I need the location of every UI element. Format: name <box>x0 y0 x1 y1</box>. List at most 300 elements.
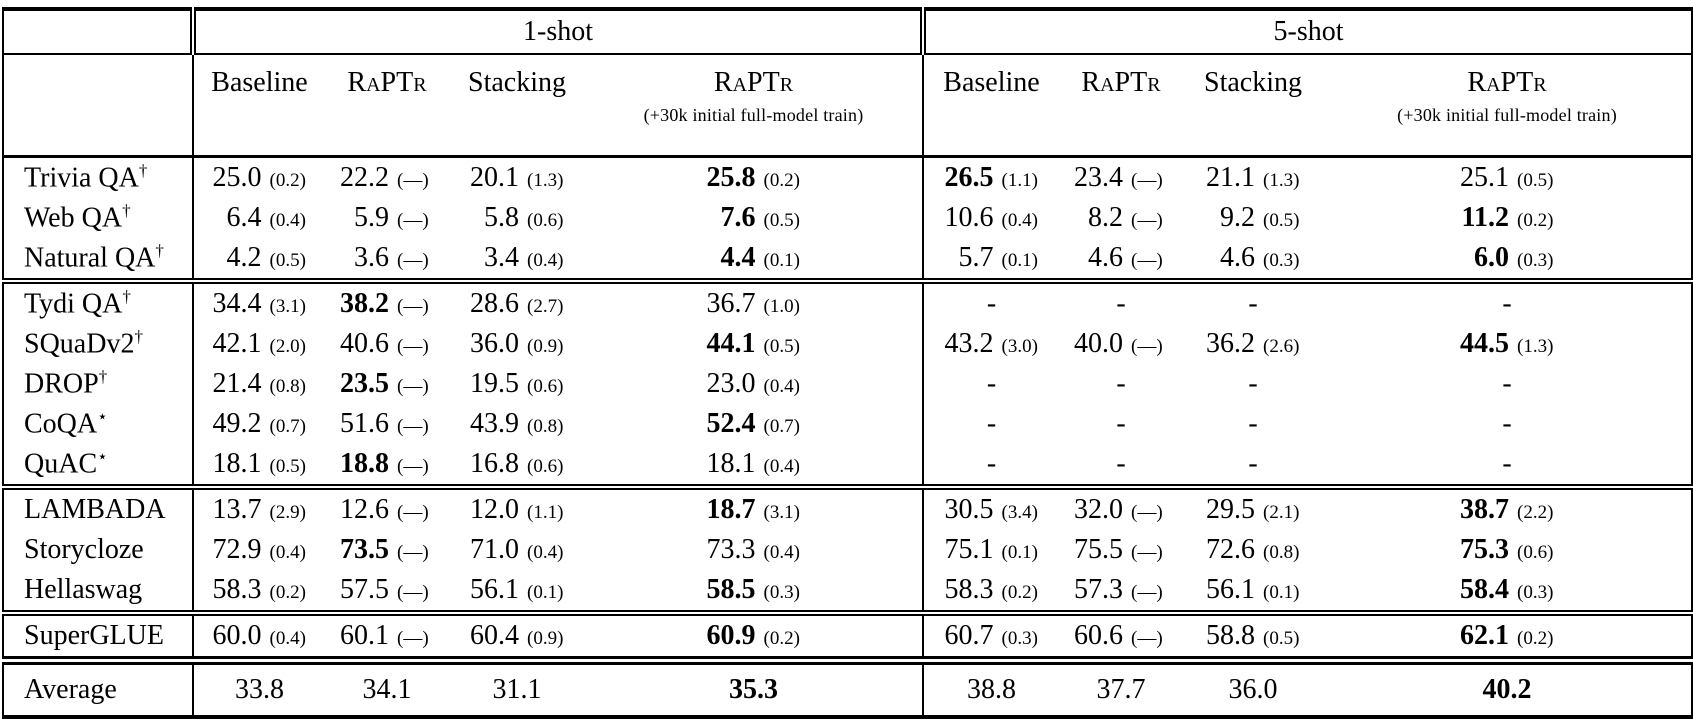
metric-value: 19.5 <box>470 368 519 399</box>
metric-value: 25.0 <box>212 162 262 193</box>
metric-value: 36.0 <box>1228 674 1278 705</box>
metric-cell <box>1323 570 1692 613</box>
metric-std: (0.5) <box>1263 210 1300 231</box>
metric-cell <box>325 198 449 238</box>
row-label-text: Hellaswag <box>24 574 143 605</box>
metric-value: 16.8 <box>470 448 519 479</box>
metric-value: 3.6 <box>354 242 389 273</box>
metric-value: 58.8 <box>1206 620 1255 651</box>
metric-value: - <box>1116 448 1126 479</box>
metric-cell <box>193 487 325 530</box>
col-header-note: (+30k initial full-model train) <box>643 105 864 125</box>
row-label-marker: † <box>155 241 164 261</box>
row-label-text: SQuaDv2 <box>24 328 135 360</box>
metric-cell <box>1183 613 1323 661</box>
metric-cell <box>449 404 585 444</box>
metric-value: 37.7 <box>1096 674 1146 705</box>
row-label-text: Trivia QA <box>24 162 139 194</box>
metric-cell <box>1183 364 1323 404</box>
metric-value: 60.4 <box>470 620 519 651</box>
metric-value: 23.0 <box>706 368 756 399</box>
metric-value: 20.1 <box>470 162 519 193</box>
metric-std: (0.2) <box>763 170 800 191</box>
metric-std: (2.1) <box>1263 502 1300 523</box>
metric-std: (—) <box>1131 170 1163 191</box>
metric-cell <box>1059 157 1183 199</box>
metric-value: 5.7 <box>958 242 994 273</box>
metric-std: (0.8) <box>527 416 564 437</box>
row-label-marker: † <box>134 327 143 347</box>
metric-value: 4.6 <box>1220 242 1255 273</box>
metric-std: (—) <box>397 296 429 317</box>
metric-value: 44.1 <box>706 328 756 359</box>
metric-cell <box>1323 157 1692 199</box>
metric-cell <box>449 281 585 324</box>
metric-cell <box>1183 157 1323 199</box>
metric-value: 56.1 <box>470 574 519 605</box>
col-header-raptr <box>325 54 449 157</box>
metric-value: 21.4 <box>212 368 262 399</box>
metric-value: - <box>986 368 997 399</box>
metric-std: (—) <box>397 336 429 357</box>
metric-cell <box>193 661 325 718</box>
metric-value: 58.4 <box>1460 574 1509 605</box>
metric-value: 52.4 <box>706 408 756 439</box>
metric-cell <box>1059 404 1183 444</box>
metric-cell <box>1059 530 1183 570</box>
metric-value: 23.4 <box>1074 162 1123 193</box>
metric-cell <box>923 324 1059 364</box>
metric-std: (0.8) <box>269 376 306 397</box>
metric-cell <box>1059 613 1183 661</box>
table-row <box>3 198 1692 238</box>
metric-cell <box>1183 404 1323 444</box>
metric-cell <box>585 404 923 444</box>
metric-value: 60.7 <box>944 620 994 651</box>
col-header-raptr-30k <box>585 54 923 157</box>
metric-cell <box>1059 570 1183 613</box>
metric-cell <box>1183 198 1323 238</box>
table-row <box>3 324 1692 364</box>
metric-std: (3.0) <box>1001 336 1038 357</box>
metric-cell <box>325 364 449 404</box>
metric-value: 4.4 <box>720 242 756 273</box>
metric-std: (1.1) <box>527 502 564 523</box>
row-label-text: LAMBADA <box>24 494 166 525</box>
row-label <box>3 404 193 444</box>
metric-std: (0.2) <box>1517 628 1554 649</box>
metric-std: (—) <box>1131 250 1163 271</box>
metric-cell <box>1183 444 1323 487</box>
metric-cell <box>923 570 1059 613</box>
metric-std: (0.1) <box>763 250 800 271</box>
metric-value: 5.8 <box>484 202 519 233</box>
col-header-label: RaPTr <box>713 67 794 98</box>
metric-value: 51.6 <box>340 408 389 439</box>
metric-std: (2.7) <box>527 296 564 317</box>
metric-value: 6.0 <box>1474 242 1509 273</box>
metric-std: (0.5) <box>763 210 800 231</box>
metric-value: 75.5 <box>1074 534 1123 565</box>
metric-cell <box>923 661 1059 718</box>
metric-cell <box>1323 238 1692 281</box>
col-header-label: Stacking <box>468 67 566 98</box>
row-label <box>3 238 193 281</box>
row-label <box>3 613 193 661</box>
metric-cell <box>193 530 325 570</box>
metric-std: (—) <box>397 416 429 437</box>
metric-value: 23.5 <box>340 368 389 399</box>
metric-value: 40.2 <box>1482 674 1532 705</box>
row-label <box>3 444 193 487</box>
metric-cell <box>1323 198 1692 238</box>
metric-value: 72.6 <box>1206 534 1255 565</box>
col-header-raptr-30k <box>1323 54 1692 157</box>
metric-cell <box>449 661 585 718</box>
metric-value: 36.2 <box>1206 328 1255 359</box>
row-label <box>3 198 193 238</box>
row-label-text: SuperGLUE <box>24 620 164 651</box>
metric-value: 38.2 <box>340 288 389 319</box>
metric-cell <box>193 444 325 487</box>
metric-value: 28.6 <box>470 288 519 319</box>
row-label-marker: † <box>138 161 148 181</box>
metric-value: 35.3 <box>729 674 778 705</box>
metric-cell <box>325 324 449 364</box>
metric-value: 73.3 <box>706 534 756 565</box>
table-row <box>3 157 1692 199</box>
metric-value: 72.9 <box>212 534 262 565</box>
metric-value: 60.1 <box>340 620 389 651</box>
metric-value: - <box>1502 288 1512 319</box>
table-row <box>3 570 1692 613</box>
metric-cell <box>1059 281 1183 324</box>
metric-value: 18.8 <box>340 448 389 479</box>
metric-value: 30.5 <box>944 494 994 525</box>
metric-cell <box>1323 530 1692 570</box>
metric-cell <box>325 238 449 281</box>
metric-cell <box>325 404 449 444</box>
metric-value: 25.8 <box>706 162 756 193</box>
col-header-label: Baseline <box>211 67 308 98</box>
metric-cell <box>1323 444 1692 487</box>
metric-value: 60.6 <box>1074 620 1123 651</box>
metric-value: 75.3 <box>1460 534 1509 565</box>
row-label-text: Storycloze <box>24 534 144 565</box>
row-label-text: Tydi QA <box>24 288 123 320</box>
metric-cell <box>585 661 923 718</box>
col-header-note: (+30k initial full-model train) <box>1397 105 1617 125</box>
metric-value: 13.7 <box>212 494 262 525</box>
metric-cell <box>449 487 585 530</box>
metric-value: 11.2 <box>1461 202 1509 233</box>
col-header-label: Stacking <box>1204 67 1302 98</box>
metric-std: (1.0) <box>763 296 800 317</box>
metric-cell <box>923 530 1059 570</box>
row-label <box>3 487 193 530</box>
metric-std: (0.2) <box>1517 210 1554 231</box>
row-label <box>3 364 193 404</box>
metric-cell <box>585 613 923 661</box>
metric-value: 29.5 <box>1206 494 1255 525</box>
metric-std: (1.3) <box>1517 336 1554 357</box>
metric-value: 43.9 <box>470 408 519 439</box>
metric-cell <box>923 157 1059 199</box>
metric-std: (0.1) <box>1263 582 1300 603</box>
table-row <box>3 613 1692 661</box>
metric-value: 31.1 <box>492 674 542 705</box>
metric-cell <box>1183 530 1323 570</box>
metric-cell <box>1323 324 1692 364</box>
row-label-marker: ⋆ <box>97 407 108 427</box>
metric-std: (1.3) <box>527 170 564 191</box>
metric-std: (0.5) <box>763 336 800 357</box>
metric-std: (0.8) <box>1263 542 1300 563</box>
metric-cell <box>585 157 923 199</box>
metric-std: (—) <box>1131 542 1163 563</box>
metric-value: 25.1 <box>1460 162 1509 193</box>
metric-std: (—) <box>1131 210 1163 231</box>
metric-std: (0.5) <box>269 456 306 477</box>
metric-cell <box>1059 198 1183 238</box>
metric-std: (0.6) <box>527 376 564 397</box>
metric-value: 58.3 <box>944 574 994 605</box>
metric-std: (—) <box>397 582 429 603</box>
metric-value: 9.2 <box>1220 202 1255 233</box>
row-label-text: CoQA <box>24 408 98 440</box>
metric-cell <box>1059 364 1183 404</box>
col-header-stacking <box>449 54 585 157</box>
metric-cell <box>449 157 585 199</box>
row-label-marker: † <box>122 287 131 307</box>
table-row <box>3 444 1692 487</box>
metric-std: (2.0) <box>269 336 306 357</box>
metric-value: - <box>1116 288 1126 319</box>
row-label <box>3 324 193 364</box>
row-label-text: Natural QA <box>24 242 156 274</box>
shot-group-1shot: 1-shot <box>193 9 923 54</box>
metric-cell <box>193 364 325 404</box>
metric-cell <box>585 487 923 530</box>
metric-std: (—) <box>397 210 429 231</box>
metric-std: (—) <box>397 542 429 563</box>
metric-std: (0.5) <box>1517 170 1554 191</box>
metric-cell <box>325 570 449 613</box>
metric-value: 18.7 <box>706 494 756 525</box>
metric-value: 8.2 <box>1088 202 1123 233</box>
metric-value: 62.1 <box>1460 620 1509 651</box>
metric-std: (0.6) <box>1517 542 1554 563</box>
metric-cell <box>193 238 325 281</box>
row-label-marker: † <box>122 201 131 221</box>
col-header-label: RaPTr <box>347 67 427 98</box>
average-row <box>3 661 1692 718</box>
corner-cell <box>3 54 193 157</box>
metric-value: 4.2 <box>226 242 262 273</box>
col-header-label: RaPTr <box>1081 67 1161 98</box>
metric-cell <box>585 444 923 487</box>
metric-cell <box>325 613 449 661</box>
metric-cell <box>449 324 585 364</box>
row-label <box>3 281 193 324</box>
metric-cell <box>585 364 923 404</box>
metric-std: (0.2) <box>1001 582 1038 603</box>
metric-value: 57.5 <box>340 574 389 605</box>
col-header-label: Baseline <box>943 67 1040 98</box>
metric-std: (0.4) <box>269 542 306 563</box>
metric-cell <box>193 324 325 364</box>
row-label-text: Average <box>24 674 117 705</box>
metric-std: (—) <box>397 628 429 649</box>
metric-value: - <box>1116 368 1126 399</box>
metric-value: 18.1 <box>706 448 756 479</box>
metric-value: 40.6 <box>340 328 389 359</box>
metric-std: (0.7) <box>269 416 306 437</box>
row-label <box>3 661 193 718</box>
metric-cell <box>325 281 449 324</box>
metric-cell <box>923 364 1059 404</box>
row-label <box>3 530 193 570</box>
metric-std: (0.4) <box>269 210 306 231</box>
metric-std: (2.9) <box>269 502 306 523</box>
metric-std: (0.4) <box>763 376 800 397</box>
metric-cell <box>193 157 325 199</box>
col-header-stacking <box>1183 54 1323 157</box>
metric-value: 22.2 <box>340 162 389 193</box>
metric-std: (—) <box>397 376 429 397</box>
metric-value: 58.5 <box>706 574 756 605</box>
metric-std: (3.1) <box>763 502 800 523</box>
col-header-raptr <box>1059 54 1183 157</box>
metric-value: 7.6 <box>720 202 756 233</box>
metric-std: (1.3) <box>1263 170 1300 191</box>
metric-std: (0.4) <box>763 542 800 563</box>
metric-cell <box>1323 281 1692 324</box>
metric-std: (0.4) <box>527 250 564 271</box>
row-label-text: Web QA <box>24 202 123 234</box>
metric-cell <box>193 570 325 613</box>
metric-cell <box>449 530 585 570</box>
row-label <box>3 570 193 613</box>
metric-cell <box>1323 661 1692 718</box>
metric-std: (2.2) <box>1517 502 1554 523</box>
metric-cell <box>449 444 585 487</box>
metric-cell <box>1059 487 1183 530</box>
metric-value: 40.0 <box>1074 328 1123 359</box>
metric-std: (0.6) <box>527 210 564 231</box>
metric-std: (0.4) <box>1001 210 1038 231</box>
metric-cell <box>585 324 923 364</box>
metric-cell <box>449 613 585 661</box>
metric-std: (0.9) <box>527 336 564 357</box>
corner-cell <box>3 9 193 54</box>
shot-group-5shot: 5-shot <box>923 9 1692 54</box>
metric-cell <box>325 444 449 487</box>
metric-cell <box>449 570 585 613</box>
metric-value: - <box>986 288 997 319</box>
table-row <box>3 238 1692 281</box>
metric-cell <box>325 157 449 199</box>
metric-cell <box>449 364 585 404</box>
column-header-row <box>3 54 1692 157</box>
metric-std: (—) <box>1131 502 1163 523</box>
metric-value: 49.2 <box>212 408 262 439</box>
metric-std: (0.6) <box>527 456 564 477</box>
col-header-baseline <box>193 54 325 157</box>
metric-cell <box>1183 487 1323 530</box>
metric-cell <box>1183 238 1323 281</box>
metric-value: - <box>1248 368 1258 399</box>
table-row <box>3 404 1692 444</box>
metric-value: 12.6 <box>340 494 389 525</box>
metric-value: 36.7 <box>706 288 756 319</box>
metric-cell <box>325 487 449 530</box>
metric-cell <box>449 198 585 238</box>
metric-std: (—) <box>397 250 429 271</box>
table-row <box>3 364 1692 404</box>
metric-cell <box>1059 661 1183 718</box>
metric-cell <box>1323 613 1692 661</box>
row-label-marker: ⋆ <box>97 447 108 467</box>
metric-value: 60.9 <box>706 620 756 651</box>
metric-cell <box>585 281 923 324</box>
col-header-label: RaPTr <box>1467 67 1547 98</box>
metric-cell <box>923 238 1059 281</box>
metric-cell <box>1059 324 1183 364</box>
metric-value: 60.0 <box>212 620 262 651</box>
row-label-text: QuAC <box>24 448 98 480</box>
metric-value: - <box>1248 408 1258 439</box>
metric-value: 10.6 <box>944 202 994 233</box>
metric-cell <box>193 404 325 444</box>
metric-value: - <box>1502 408 1512 439</box>
metric-std: (3.4) <box>1001 502 1038 523</box>
metric-std: (0.1) <box>1001 250 1038 271</box>
metric-value: 21.1 <box>1206 162 1255 193</box>
metric-value: 36.0 <box>470 328 519 359</box>
metric-std: (0.3) <box>1263 250 1300 271</box>
metric-value: - <box>1116 408 1126 439</box>
metric-value: - <box>986 408 997 439</box>
metric-cell <box>1323 404 1692 444</box>
metric-value: 34.1 <box>362 674 412 705</box>
col-header-baseline <box>923 54 1059 157</box>
metric-std: (0.3) <box>1517 582 1554 603</box>
table-row <box>3 530 1692 570</box>
metric-std: (0.4) <box>763 456 800 477</box>
metric-value: 33.8 <box>235 674 284 705</box>
metric-cell <box>193 613 325 661</box>
metric-cell <box>923 613 1059 661</box>
metric-cell <box>449 238 585 281</box>
metric-cell <box>1059 238 1183 281</box>
metric-std: (2.6) <box>1263 336 1300 357</box>
metric-value: 12.0 <box>470 494 519 525</box>
metric-value: 34.4 <box>212 288 262 319</box>
metric-value: 38.8 <box>967 674 1016 705</box>
metric-std: (0.4) <box>269 628 306 649</box>
metric-value: 42.1 <box>212 328 262 359</box>
metric-std: (0.2) <box>269 170 306 191</box>
metric-value: 26.5 <box>944 162 994 193</box>
metric-cell <box>585 238 923 281</box>
metric-value: - <box>1502 448 1512 479</box>
metric-cell <box>923 444 1059 487</box>
metric-std: (0.3) <box>763 582 800 603</box>
metric-std: (0.1) <box>1001 542 1038 563</box>
metric-value: 6.4 <box>226 202 262 233</box>
metric-std: (0.4) <box>527 542 564 563</box>
